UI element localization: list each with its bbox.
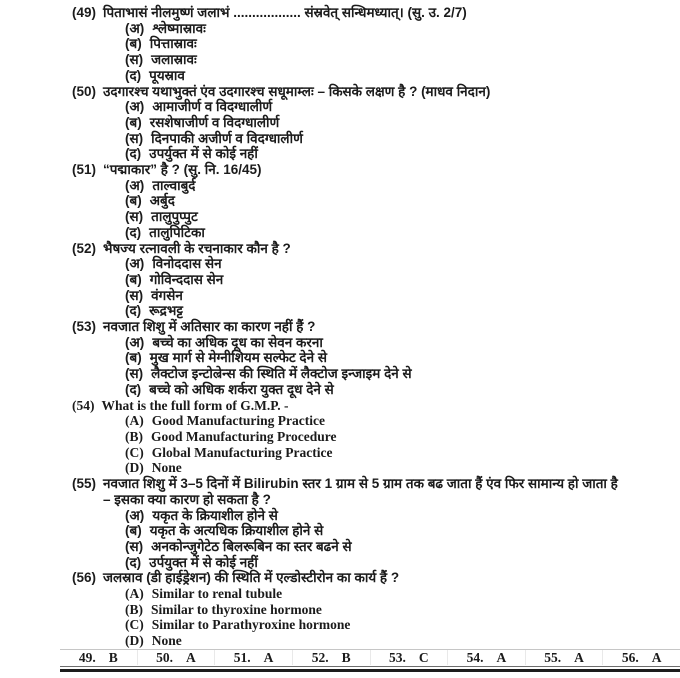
question-block-51: [72, 162, 668, 241]
option-label: (द): [125, 554, 142, 570]
option-label: (C): [125, 617, 144, 633]
option-label: (अ): [125, 177, 145, 193]
answer-entry: [215, 650, 293, 665]
answer-key-table: [60, 649, 680, 666]
option-text: ताल्वाबुर्द: [152, 177, 196, 193]
option-text: वंगसेन: [151, 287, 183, 303]
option-text: रसशेषाजीर्ण व विदग्धालीर्ण: [149, 114, 280, 130]
option-text: Similar to Parathyroxine hormone: [151, 617, 351, 633]
question-number: (55): [72, 476, 97, 492]
option-label: (अ): [125, 20, 145, 36]
option-text: Similar to thyroxine hormone: [151, 601, 322, 617]
option-label: (B): [125, 601, 143, 617]
option-55-स: [72, 539, 668, 555]
answer-value: C: [418, 650, 429, 666]
option-label: (द): [125, 303, 142, 319]
bottom-rule: [60, 666, 680, 672]
option-49-ब: [72, 36, 668, 52]
option-label: (अ): [125, 334, 145, 350]
question-number: (51): [72, 162, 97, 178]
question-number: (49): [72, 5, 97, 20]
option-53-द: [72, 382, 668, 398]
option-text: उपर्युक्त में से कोई नहीं: [149, 146, 258, 162]
option-53-अ: [72, 335, 668, 351]
question-block-52: [72, 241, 668, 320]
option-text: अनकोन्जुगेटेठ बिलरूबिन का स्तर बढने से: [151, 538, 352, 554]
option-51-द: [72, 225, 668, 241]
answer-value: A: [186, 650, 196, 666]
option-54-D: [72, 460, 668, 476]
answer-value: A: [263, 650, 274, 666]
option-label: (स): [125, 52, 144, 68]
option-text: गोविन्ददास सेन: [149, 271, 224, 287]
question-number: (56): [72, 570, 97, 586]
option-text: Good Manufacturing Procedure: [151, 428, 337, 444]
answer-entry: [138, 650, 216, 665]
option-text: लैक्टोज इन्टोल्रेन्स की स्थिति में लैक्टोज इन्जाइम देने से: [151, 366, 412, 382]
question-continuation: – इसका क्या कारण हो सकता है ?: [103, 491, 271, 507]
option-label: (स): [125, 287, 144, 303]
question-number: (50): [72, 83, 97, 99]
option-52-ब: [72, 272, 668, 288]
answer-value: A: [496, 650, 507, 666]
question-block-56: [72, 570, 668, 649]
option-text: मुख मार्ग से मेग्नीशियम सल्फेट देने से: [149, 350, 327, 366]
question-line: [72, 319, 668, 335]
option-label: (स): [125, 538, 144, 554]
option-text: जलास्रावः: [151, 52, 197, 68]
option-label: (द): [125, 67, 142, 83]
option-label: (D): [125, 633, 144, 649]
option-label: (A): [125, 413, 144, 429]
question-line: [72, 84, 668, 100]
option-label: (C): [125, 444, 144, 460]
question-text: “पद्माकार” है ? (सु. नि. 16/45): [103, 162, 262, 178]
option-label: (B): [125, 428, 143, 444]
option-56-C: [72, 617, 668, 633]
answer-value: A: [651, 650, 662, 666]
option-54-A: [72, 413, 668, 429]
option-text: Global Manufacturing Practice: [151, 444, 333, 460]
option-51-स: [72, 209, 668, 225]
option-label: (स): [125, 130, 144, 146]
question-line: [72, 398, 668, 414]
question-block-55: [72, 476, 668, 570]
question-line: [72, 5, 668, 21]
question-text: पिताभासं नीलमुष्णं जलाभं .................. संस्रवेत् सन्धिमध्यात्। (सु. उ. 2/7): [103, 5, 467, 20]
option-label: (D): [125, 460, 144, 476]
option-label: (द): [125, 146, 142, 162]
option-50-स: [72, 131, 668, 147]
question-line: [72, 476, 668, 492]
question-number: (52): [72, 240, 97, 256]
option-52-स: [72, 288, 668, 304]
option-text: Similar to renal tubule: [151, 586, 283, 602]
answer-entry: [293, 650, 371, 665]
option-label: (अ): [125, 507, 145, 523]
question-text: उदगारश्च यथाभुक्तं एंव उदगारश्च सधूमाम्लः – किसके लक्षण है ? (माधव निदान): [103, 83, 491, 99]
question-block-50: [72, 84, 668, 163]
question-number: (53): [72, 319, 97, 335]
answer-entry: [603, 650, 680, 665]
option-text: यकृत के क्रियाशील होने से: [152, 507, 278, 523]
option-label: (स): [125, 366, 144, 382]
answer-question-number: 55.: [544, 650, 562, 666]
answer-entry: [371, 650, 449, 665]
option-text: श्लेष्मास्रावः: [152, 20, 206, 36]
option-54-C: [72, 445, 668, 461]
option-text: पूयस्राव: [149, 67, 185, 83]
option-55-ब: [72, 523, 668, 539]
answer-value: B: [108, 650, 118, 666]
option-50-द: [72, 146, 668, 162]
option-label: (A): [125, 586, 144, 602]
option-53-स: [72, 366, 668, 382]
question-block-49: [72, 5, 668, 84]
option-label: (अ): [125, 99, 145, 115]
question-text: What is the full form of G.M.P. -: [101, 397, 289, 413]
question-block-53: [72, 319, 668, 398]
answer-entry: [448, 650, 526, 665]
answer-question-number: 52.: [311, 650, 329, 666]
answer-question-number: 53.: [389, 650, 406, 666]
answer-question-number: 51.: [233, 650, 251, 666]
question-text: नवजात शिशु में अतिसार का कारण नहीं हैं ?: [103, 319, 316, 335]
option-text: यकृत के अत्यधिक क्रियाशील होने से: [149, 523, 324, 539]
question-line: [72, 162, 668, 178]
option-49-स: [72, 52, 668, 68]
option-text: None: [151, 460, 182, 476]
option-text: बच्चे को अधिक शर्करा युक्त दूध देने से: [149, 381, 334, 397]
option-label: (स): [125, 209, 144, 225]
answer-question-number: 56.: [621, 650, 639, 666]
option-text: Good Manufacturing Practice: [151, 413, 325, 429]
option-text: दिनपाकी अजीर्ण व विदग्धालीर्ण: [151, 130, 303, 146]
answer-entry: [60, 650, 138, 665]
option-text: उर्पयुक्त में से कोई नहीं: [149, 554, 258, 570]
option-55-द: [72, 555, 668, 571]
option-label: (ब): [125, 36, 142, 52]
option-text: रूद्रभट्ट: [149, 303, 183, 319]
question-line: [72, 570, 668, 586]
option-56-A: [72, 586, 668, 602]
option-51-अ: [72, 178, 668, 194]
option-text: पित्तास्रावः: [149, 36, 197, 52]
option-50-ब: [72, 115, 668, 131]
option-49-द: [72, 68, 668, 84]
answer-question-number: 50.: [156, 650, 173, 666]
option-label: (ब): [125, 193, 142, 209]
option-54-B: [72, 429, 668, 445]
option-text: None: [151, 633, 182, 649]
question-line: [72, 241, 668, 257]
option-50-अ: [72, 99, 668, 115]
answer-entry: [526, 650, 604, 665]
option-text: तालुपुप्पुट: [151, 209, 198, 225]
option-label: (ब): [125, 523, 142, 539]
question-block-54: [72, 398, 668, 477]
option-text: तालुपिटिका: [149, 224, 205, 240]
option-label: (ब): [125, 114, 142, 130]
option-56-B: [72, 602, 668, 618]
option-label: (द): [125, 381, 142, 397]
option-label: (अ): [125, 256, 145, 272]
question-text: जलस्राव (डी हाईड्रेशन) की स्थिति में एल्डोस्टीरोन का कार्य हैं ?: [103, 570, 400, 586]
option-text: विनोददास सेन: [152, 256, 222, 272]
option-56-D: [72, 633, 668, 649]
option-text: आमाजीर्ण व विदग्धालीर्ण: [152, 99, 273, 115]
option-51-ब: [72, 193, 668, 209]
option-53-ब: [72, 350, 668, 366]
answer-question-number: 54.: [466, 650, 484, 666]
option-text: अर्बुद: [149, 193, 175, 209]
answer-value: A: [574, 650, 584, 666]
answer-value: B: [341, 650, 351, 666]
option-52-द: [72, 303, 668, 319]
answer-question-number: 49.: [78, 650, 96, 666]
option-label: (द): [125, 224, 142, 240]
option-label: (ब): [125, 350, 142, 366]
question-number: (54): [72, 397, 95, 413]
option-49-अ: [72, 21, 668, 37]
option-55-अ: [72, 508, 668, 524]
option-label: (ब): [125, 271, 142, 287]
question-text: भैषज्य रत्नावली के रचनाकार कौन है ?: [103, 240, 291, 256]
question-text: नवजात शिशु में 3–5 दिनों में Bilirubin स्तर 1 ग्राम से 5 ग्राम तक बढ जाता हैं एंव फिर सामान्य हो जाता है: [103, 476, 618, 492]
option-52-अ: [72, 256, 668, 272]
option-text: बच्चे का अधिक दूध का सेवन करना: [152, 334, 323, 350]
